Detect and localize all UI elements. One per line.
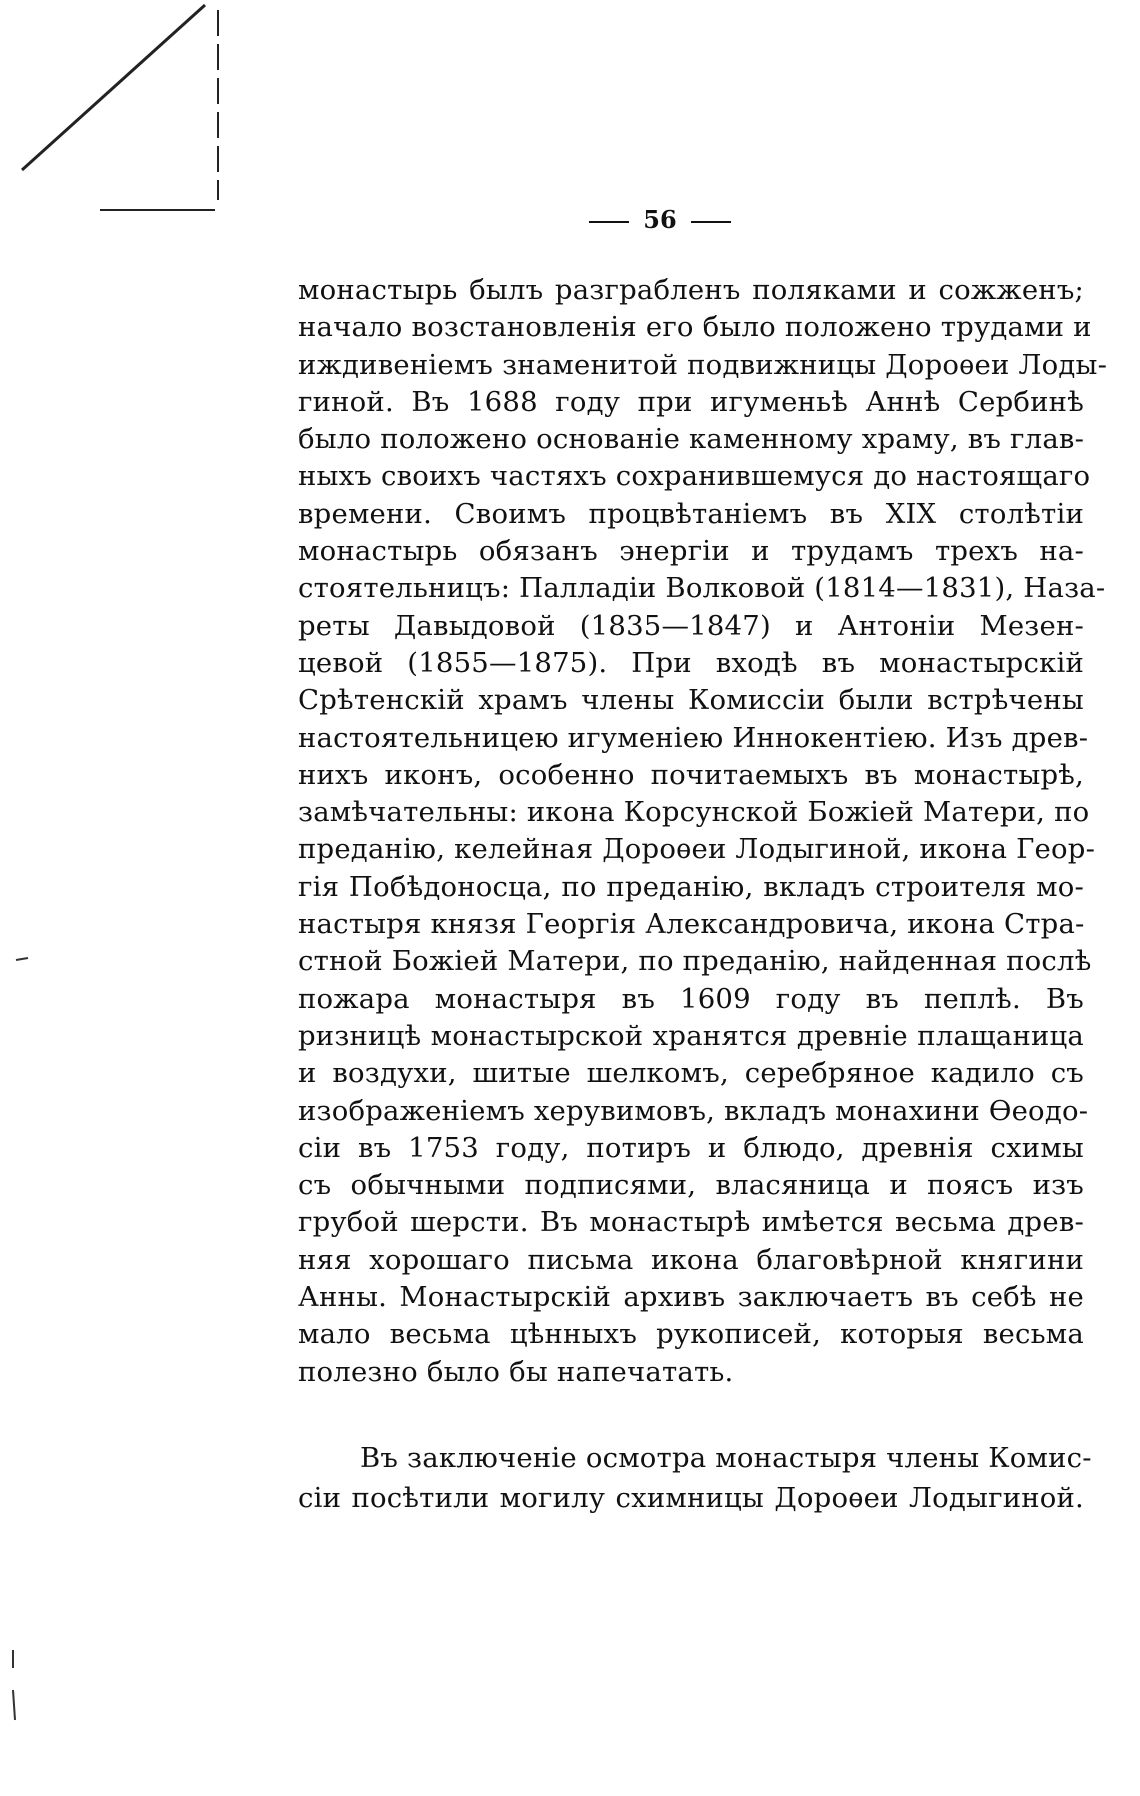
- paragraph-conclusion: [298, 1438, 1092, 1518]
- page-number-value: 56: [643, 205, 677, 234]
- text-line: иждивеніемъ знаменитой подвижницы Дороѳеи Лоды-: [298, 348, 1108, 381]
- text-line: мало весьма цѣнныхъ рукописей, которыя весьма: [298, 1318, 1084, 1351]
- text-line: времени. Своимъ процвѣтаніемъ въ XIX столѣтіи: [298, 497, 1084, 530]
- page-number: [90, 205, 1140, 234]
- text-line: ныхъ своихъ частяхъ сохранившемуся до настоящаго: [298, 460, 1091, 493]
- text-line: полезно было бы напечатать.: [298, 1355, 734, 1388]
- text-line: монастырь обязанъ энергіи и трудамъ трехъ на-: [298, 535, 1084, 568]
- text-line: грубой шерсти. Въ монастырѣ имѣется весьма древ-: [298, 1206, 1084, 1239]
- text-line: было положено основаніе каменному храму, въ глав-: [298, 423, 1085, 456]
- text-line: Анны. Монастырскій архивъ заключаетъ въ себѣ не: [298, 1281, 1084, 1314]
- text-line: гія Побѣдоносца, по преданію, вкладъ строителя мо-: [298, 870, 1084, 903]
- text-line: съ обычными подписями, власяница и поясъ изъ: [298, 1169, 1084, 1202]
- text-line: стоятельницъ: Палладіи Волковой (1814—1831), Наза-: [298, 572, 1106, 605]
- scan-edge-marks: [0, 0, 40, 1796]
- text-line: настоятельницею игуменіею Иннокентіею. Изъ древ-: [298, 721, 1089, 754]
- text-line: настыря князя Георгія Александровича, икона Стра-: [298, 908, 1085, 941]
- paragraph-main: [298, 272, 1108, 1391]
- text-line: изображеніемъ херувимовъ, вкладъ монахини Ѳеодо-: [298, 1094, 1089, 1127]
- text-line: стной Божіей Матери, по преданію, найденная послѣ: [298, 945, 1092, 978]
- text-line: Въ заключеніе осмотра монастыря члены Комис-: [360, 1442, 1092, 1474]
- text-line: цевой (1855—1875). При входѣ въ монастырскій: [298, 646, 1084, 679]
- text-line: сіи въ 1753 году, потиръ и блюдо, древнія схимы: [298, 1131, 1084, 1164]
- text-line: сіи посѣтили могилу схимницы Дороѳеи Лодыгиной.: [298, 1482, 1084, 1514]
- text-line: замѣчательны: икона Корсунской Божіей Матери, по: [298, 796, 1090, 829]
- text-line: нихъ иконъ, особенно почитаемыхъ въ монастырѣ,: [298, 758, 1084, 791]
- text-line: начало возстановленія его было положено трудами и: [298, 311, 1092, 344]
- text-line: няя хорошаго письма икона благовѣрной княгини: [298, 1243, 1084, 1276]
- page-number-dash-left: [589, 221, 629, 223]
- text-line: Срѣтенскій храмъ члены Комиссіи были встрѣчены: [298, 684, 1084, 717]
- text-line: гиной. Въ 1688 году при игуменьѣ Аннѣ Сербинѣ: [298, 385, 1084, 418]
- text-line: и воздухи, шитые шелкомъ, серебряное кадило съ: [298, 1057, 1084, 1090]
- text-line: пожара монастыря въ 1609 году въ пеплѣ. Въ: [298, 982, 1084, 1015]
- text-line: преданію, келейная Дороѳеи Лодыгиной, икона Геор-: [298, 833, 1096, 866]
- text-line: ризницѣ монастырской хранятся древніе плащаница: [298, 1019, 1084, 1052]
- page-number-dash-right: [691, 221, 731, 223]
- text-line: монастырь былъ разграбленъ поляками и сожженъ;: [298, 274, 1084, 306]
- text-line: реты Давыдовой (1835—1847) и Антоніи Мезен-: [298, 609, 1084, 642]
